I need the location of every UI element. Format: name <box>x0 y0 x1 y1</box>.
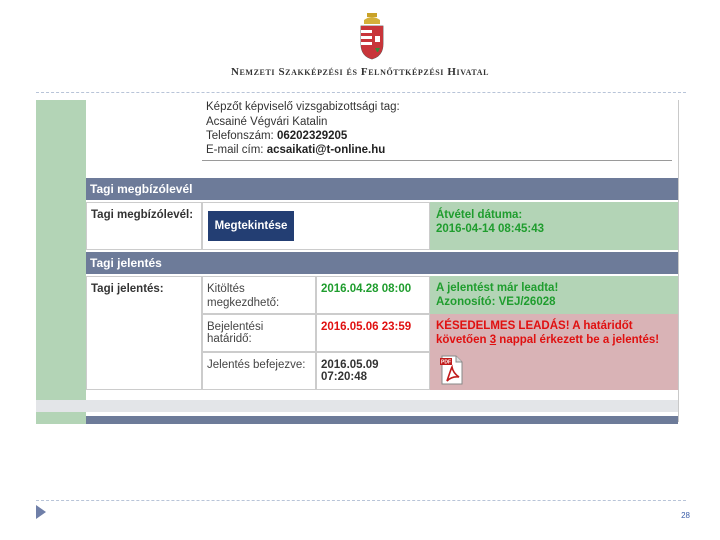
view-button[interactable]: Megtekintése <box>208 211 294 241</box>
phone-value: 06202329205 <box>276 130 348 142</box>
megbizo-label-cell <box>86 202 202 250</box>
receipt-cell <box>430 202 678 250</box>
report-row-label: Jelentés befejezve: <box>202 352 316 390</box>
receipt-value: 2016-04-14 08:45:43 <box>436 223 545 235</box>
jelentes-label-cell <box>86 276 202 390</box>
report-row-value <box>316 314 430 352</box>
footer-bar <box>36 416 678 424</box>
report-row-label: Kitöltés megkezdhető: <box>202 276 316 314</box>
phone-label: Telefonszám: <box>206 130 274 142</box>
receipt-label: Átvétel dátuma: <box>436 209 523 221</box>
section-header-jelentes: Tagi jelentés <box>86 252 678 274</box>
report-row-label: Bejelentési határidő: <box>202 314 316 352</box>
start-date-value: 2016.04.28 08:00 <box>321 283 412 295</box>
report-row-value <box>316 276 430 314</box>
coat-of-arms-icon <box>358 12 386 60</box>
play-arrow-icon <box>36 505 46 519</box>
late-days: 3 <box>489 334 497 346</box>
jelentes-label: Tagi jelentés: <box>91 283 164 295</box>
email-value: acsaikati@t-online.hu <box>266 144 386 156</box>
pdf-icon[interactable] <box>440 355 464 385</box>
contact-name: Acsainé Végvári Katalin <box>206 116 328 128</box>
agency-title: Nemzeti Szakképzési és Felnőttképzési Hivatal <box>230 66 490 78</box>
report-status-cell <box>430 276 678 314</box>
report-id: Azonosító: VEJ/26028 <box>436 296 556 308</box>
completed-value: 2016.05.09 07:20:48 <box>321 359 379 383</box>
deadline-value: 2016.05.06 23:59 <box>321 321 412 333</box>
email-label: E-mail cím: <box>206 144 264 156</box>
contact-phone <box>206 129 347 143</box>
submitted-status: A jelentést már leadta! <box>436 282 559 294</box>
left-green-strip <box>36 100 86 422</box>
footer-green <box>36 416 86 424</box>
section-header-megbizolevel: Tagi megbízólevél <box>86 178 678 200</box>
divider-top <box>36 92 686 93</box>
svg-text:PDF: PDF <box>441 359 451 366</box>
report-row-value <box>316 352 430 390</box>
table-bottom-band <box>36 400 678 412</box>
megbizo-label: Tagi megbízólevél: <box>91 209 194 221</box>
contact-email <box>206 143 385 157</box>
late-detail: követően 3 nappal érkezett be a jelentés! <box>436 334 660 346</box>
contact-role: Képzőt képviselő vizsgabizottsági tag: <box>206 101 400 113</box>
contact-divider <box>202 160 672 161</box>
late-warning: KÉSEDELMES LEADÁS! A határidőt <box>436 320 633 332</box>
page-number: 28 <box>681 511 690 520</box>
divider-bottom <box>36 500 686 501</box>
late-status-cell <box>430 314 678 390</box>
